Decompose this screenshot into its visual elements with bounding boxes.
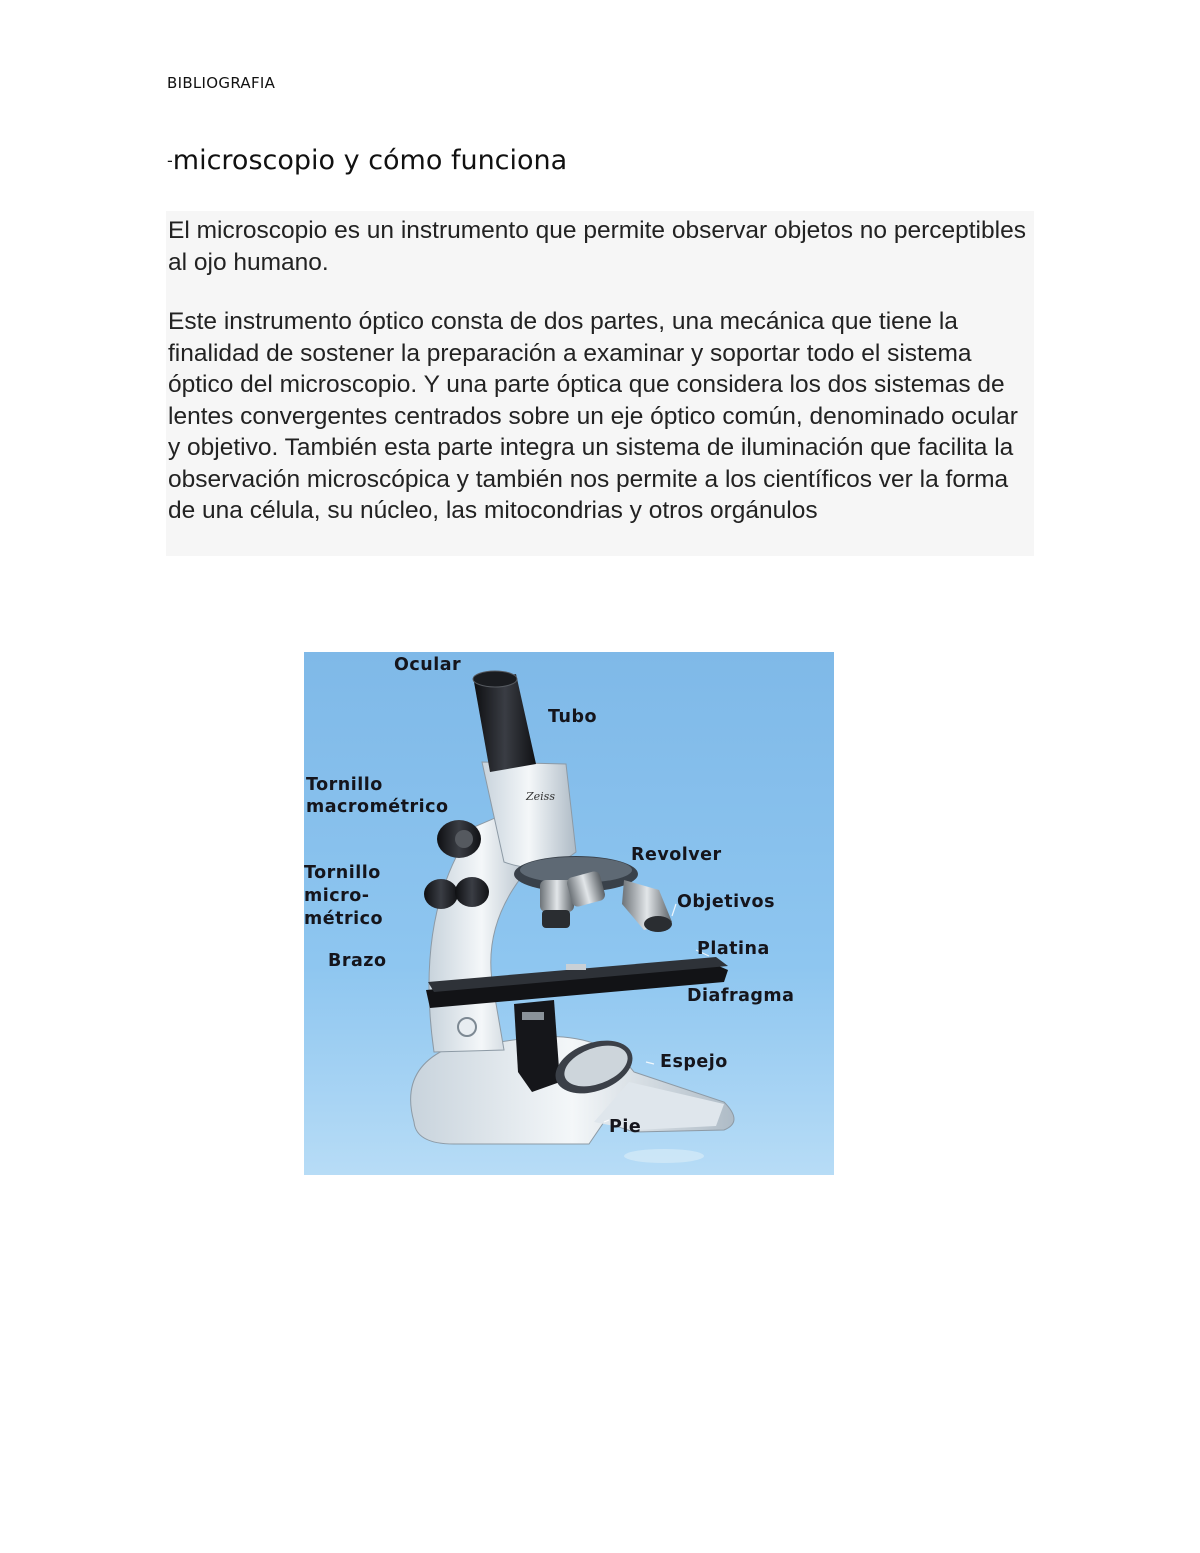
label-tornillo-micro-line1: Tornillo [304, 863, 381, 883]
paragraph-definition: El microscopio es un instrumento que permite observar objetos no perceptibles al ojo humano. [168, 217, 1026, 276]
label-tornillo-micro-line3: métrico [304, 909, 383, 929]
document-title [167, 145, 567, 176]
document-header-label: BIBLIOGRAFIA [167, 74, 276, 92]
label-pie: Pie [609, 1117, 642, 1137]
label-tornillo-macro-line2: macrométrico [306, 797, 449, 817]
objective-lens-1-tip [542, 910, 570, 928]
microscope-figure [304, 652, 834, 1175]
arm-screw [458, 1018, 476, 1036]
stage-clip [566, 964, 586, 970]
slide-glass [624, 1149, 704, 1163]
paragraph-description: Este instrumento óptico consta de dos partes, una mecánica que tiene la finalidad de sostener la preparación a examinar y soportar todo el sistema óptico del microscopio. Y una parte óptica que considera los dos sistemas de lentes convergentes centrados sobre un eje óptico común, denominado ocular y objetivo. También esta parte integra un sistema de iluminación que facilita la observación microscópica y también nos permite a los científicos ver la forma de una célula, su núcleo, las mitocondrias y otros orgánulos [168, 308, 1018, 524]
label-tubo: Tubo [548, 707, 598, 727]
objective-lens-3-tip [644, 916, 672, 932]
label-diafragma: Diafragma [687, 986, 795, 1006]
fine-knob-back [455, 877, 489, 907]
label-tornillo-macro-line1: Tornillo [306, 775, 383, 795]
coarse-knob-cap [455, 830, 473, 848]
brand-mark: Zeiss [526, 790, 555, 803]
label-brazo: Brazo [328, 951, 387, 971]
title-dash: - [167, 151, 173, 170]
eyepiece-top [473, 671, 517, 687]
microscope-illustration [304, 652, 834, 1175]
label-ocular: Ocular [394, 655, 462, 675]
title-text: microscopio y cómo funciona [172, 145, 568, 176]
label-revolver: Revolver [631, 845, 722, 865]
label-objetivos: Objetivos [677, 892, 775, 912]
label-tornillo-micro-line2: micro- [304, 886, 370, 906]
fine-focus-knob [424, 879, 458, 909]
label-espejo: Espejo [660, 1052, 728, 1072]
diaphragm-ring [522, 1012, 544, 1020]
label-platina: Platina [697, 939, 770, 959]
